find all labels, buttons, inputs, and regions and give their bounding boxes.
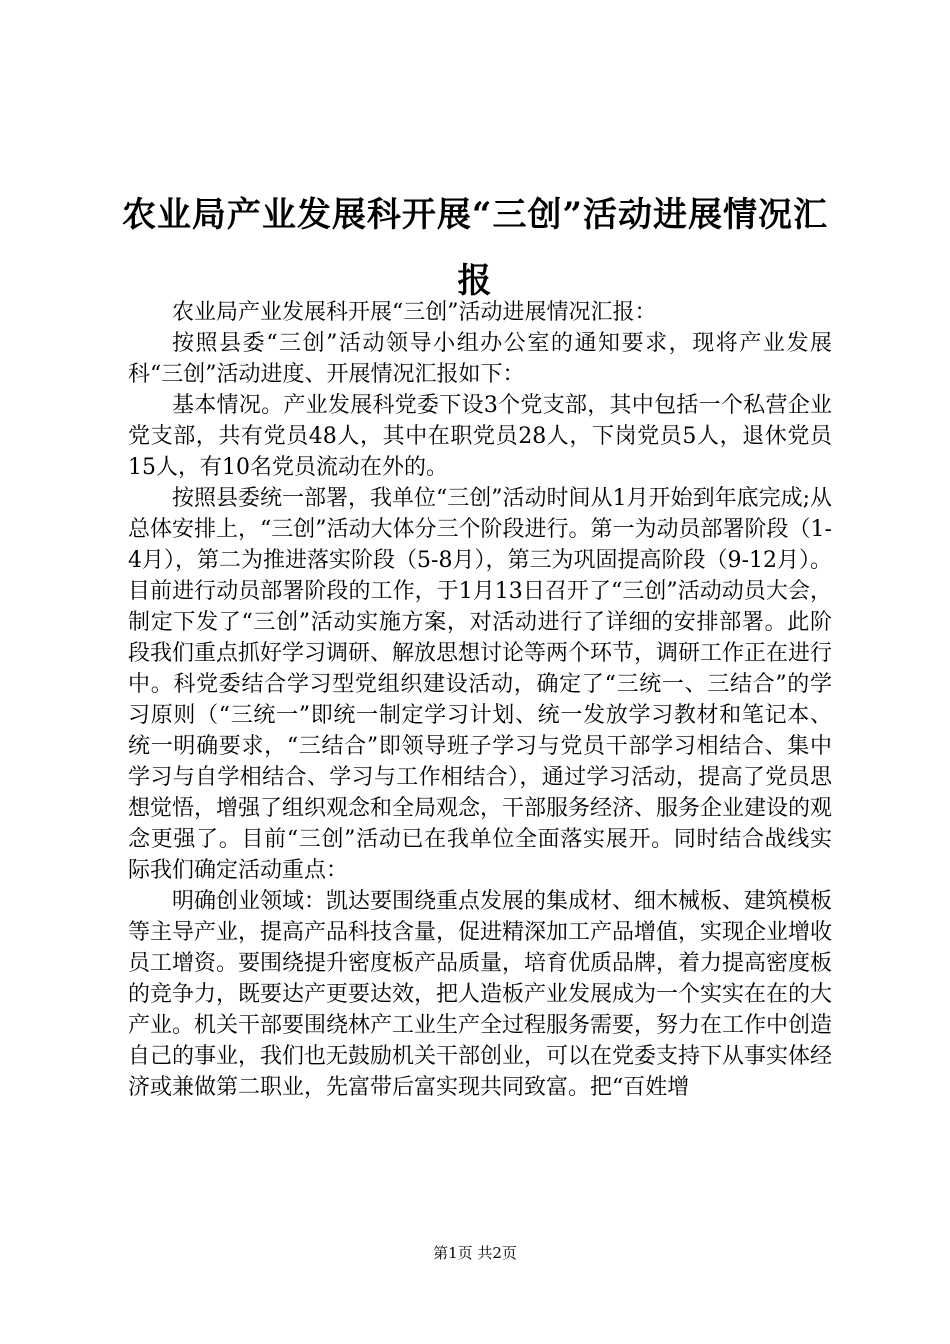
paragraph-business-field: 明确创业领域：凯达要围绕重点发展的集成材、细木械板、建筑模板等主导产业，提高产品科技含量，促进精深加工产品增值，实现企业增收员工增资。要围绕提升密度板产品质量，培育优质品牌，着力提高密度板的竞争力，既要达产更要达效，把人造板产业发展成为一个实实在在的大产业。机关干部要围绕林产工业生产全过程服务需要，努力在工作中创造自己的事业，我们也无鼓励机关干部创业，可以在党委支持下从事实体经济或兼做第二职业，先富带后富实现共同致富。把“百姓增: [128, 889, 833, 1100]
document-title: 农业局产业发展科开展“三创”活动进展情况汇报: [121, 195, 829, 301]
paragraph-intro: 农业局产业发展科开展“三创”活动进展情况汇报：: [172, 300, 657, 325]
page-footer: 第1页 共2页: [433, 1244, 517, 1262]
paragraph-notice: 按照县委“三创”活动领导小组办公室的通知要求，现将产业发展科“三创”活动进度、开展情况汇报如下：: [128, 331, 832, 387]
paragraph-basic-situation: 基本情况。产业发展科党委下设3个党支部，其中包括一个私营企业党支部，共有党员48人，其中在职党员28人，下岗党员5人，退休党员15人，有10名党员流动在外的。: [128, 393, 832, 480]
paragraph-deployment: 按照县委统一部署，我单位“三创”活动时间从1月开始到年底完成;从总体安排上，“三创”活动大体分三个阶段进行。第一为动员部署阶段（1-4月），第二为推进落实阶段（5-8月），第三为巩固提高阶段（9-12月）。目前进行动员部署阶段的工作，于1月13日召开了“三创”活动动员大会，制定下发了“三创”活动实施方案，对活动进行了详细的安排部署。此阶段我们重点抓好学习调研、解放思想讨论等两个环节，调研工作正在进行中。科党委结合学习型党组织建设活动，确定了“三统一、三结合”的学习原则（“三统一”即统一制定学习计划、统一发放学习教材和笔记本、统一明确要求，“三结合”即领导班子学习与党员干部学习相结合、集中学习与自学相结合、学习与工作相结合），通过学习活动，提高了党员思想觉悟，增强了组织观念和全局观念，干部服务经济、服务企业建设的观念更强了。目前“三创”活动已在我单位全面落实展开。同时结合战线实际我们确定活动重点：: [128, 486, 833, 883]
document-body: [128, 297, 832, 1103]
